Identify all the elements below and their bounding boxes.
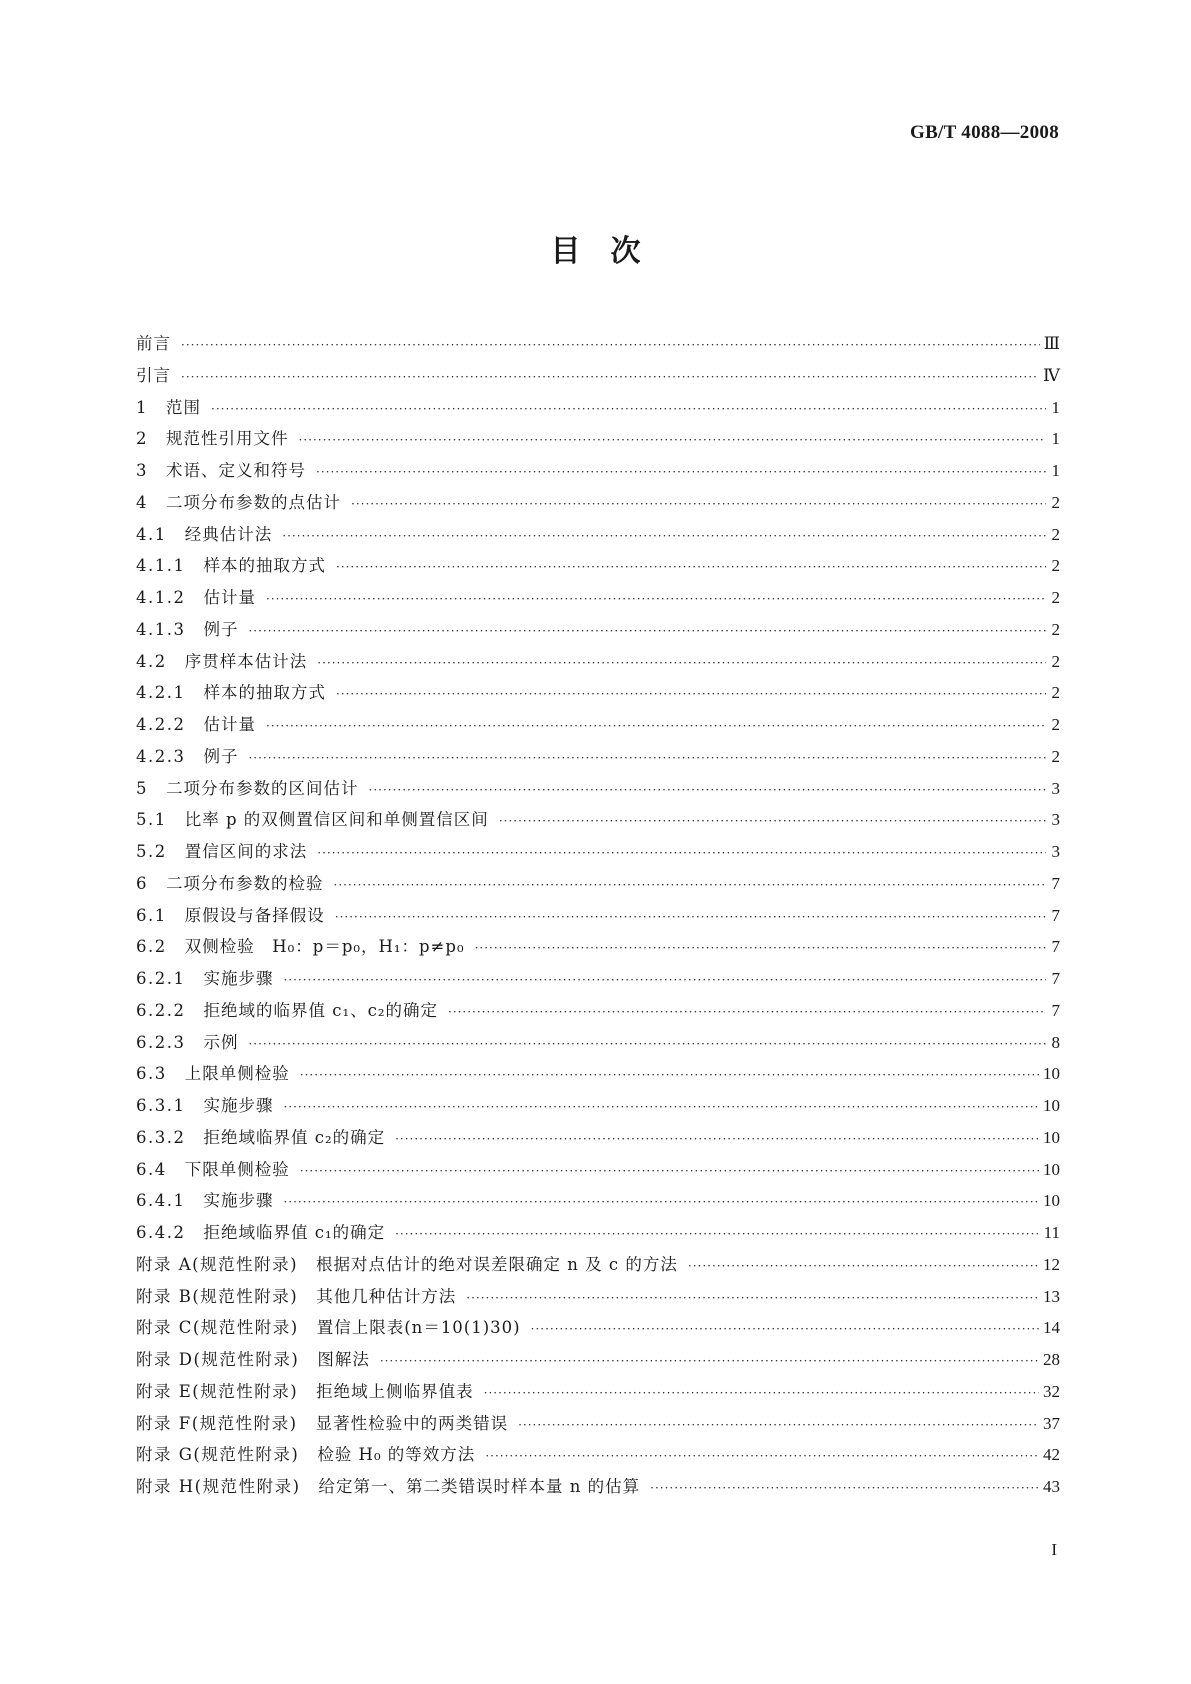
toc-entry-title: 例子 [203, 619, 239, 639]
toc-leader-dots [211, 394, 1046, 426]
toc-entry-page: 3 [1051, 842, 1060, 861]
toc-entry-number: 附录 A(规范性附录) [136, 1254, 299, 1274]
toc-entry-title: 二项分布参数的区间估计 [166, 778, 359, 798]
toc-entry[interactable] [136, 614, 1060, 646]
toc-entry-page: 42 [1043, 1445, 1060, 1465]
toc-leader-dots [448, 997, 1046, 1029]
toc-entry-number: 2 [136, 429, 148, 449]
toc-entry-page: 2 [1051, 492, 1060, 512]
toc-entry-title: 估计量 [203, 715, 256, 734]
toc-entry-number: 4.2.2 [136, 715, 186, 734]
toc-entry-title: 样本的抽取方式 [203, 683, 326, 703]
toc-leader-dots [181, 362, 1039, 394]
toc-entry-number: 附录 D(规范性附录) [136, 1350, 300, 1369]
toc-entry-number: 4.2.3 [136, 746, 186, 766]
toc-entry-title: 拒绝域临界值 c₁的确定 [203, 1223, 386, 1242]
toc-entry[interactable] [136, 804, 1060, 836]
toc-entry-page: 43 [1043, 1477, 1060, 1496]
toc-leader-dots [518, 1410, 1039, 1442]
toc-entry-page: 3 [1051, 778, 1060, 798]
toc-entry-page: 11 [1043, 1223, 1060, 1242]
toc-list [136, 328, 1060, 1503]
toc-entry[interactable] [136, 1408, 1060, 1440]
toc-entry[interactable] [136, 868, 1060, 900]
toc-leader-dots [317, 648, 1046, 680]
toc-entry-title: 序贯样本估计法 [184, 651, 308, 671]
toc-entry[interactable] [136, 931, 1060, 963]
toc-entry-title: 二项分布参数的检验 [166, 873, 324, 893]
toc-entry[interactable] [136, 1344, 1060, 1376]
toc-entry[interactable] [136, 963, 1060, 995]
toc-entry-title: 原假设与备择假设 [184, 905, 325, 925]
toc-entry-number: 6.2.2 [136, 1000, 186, 1020]
toc-entry[interactable] [136, 487, 1060, 519]
toc-entry-number: 附录 B(规范性附录) [136, 1286, 299, 1306]
toc-entry[interactable] [136, 1122, 1060, 1154]
toc-entry-title: 二项分布参数的点估计 [166, 492, 341, 512]
toc-entry[interactable] [136, 995, 1060, 1027]
toc-entry[interactable] [136, 1058, 1060, 1090]
toc-entry[interactable] [136, 677, 1060, 709]
toc-entry-page: 13 [1043, 1286, 1060, 1306]
toc-entry[interactable] [136, 1154, 1060, 1186]
toc-leader-dots [688, 1251, 1039, 1283]
toc-leader-dots [369, 775, 1047, 807]
toc-entry-number: 附录 E(规范性附录) [136, 1381, 299, 1401]
toc-entry-title: 规范性引用文件 [166, 429, 289, 449]
toc-entry-number: 4 [136, 492, 148, 512]
toc-entry-number: 6.3.1 [136, 1096, 186, 1115]
toc-entry-page: 2 [1051, 619, 1060, 639]
toc-leader-dots [475, 933, 1046, 965]
toc-entry-number: 附录 F(规范性附录) [136, 1413, 298, 1433]
toc-entry-number: 6.2.1 [136, 969, 186, 988]
toc-entry-number: 6.4.2 [136, 1223, 186, 1242]
toc-leader-dots [499, 806, 1046, 838]
toc-entry[interactable] [136, 582, 1060, 614]
toc-entry-page: 10 [1043, 1159, 1060, 1179]
toc-entry[interactable] [136, 1376, 1060, 1408]
toc-entry[interactable] [136, 519, 1060, 551]
toc-leader-dots [485, 1441, 1039, 1473]
toc-entry-title: 显著性检验中的两类错误 [315, 1413, 509, 1433]
toc-entry-title: 前言 [136, 334, 171, 353]
toc-leader-dots [484, 1378, 1039, 1410]
toc-leader-dots [395, 1219, 1040, 1251]
toc-entry-title: 实施步骤 [203, 1191, 274, 1211]
toc-entry-title: 检验 H₀ 的等效方法 [317, 1445, 476, 1465]
toc-entry-number: 6.2.3 [136, 1032, 186, 1052]
toc-entry-number: 4.1.3 [136, 619, 186, 639]
toc-entry[interactable] [136, 1439, 1060, 1471]
toc-leader-dots [299, 425, 1047, 457]
toc-entry-title: 下限单侧检验 [184, 1159, 290, 1179]
toc-entry[interactable] [136, 1217, 1060, 1249]
toc-entry[interactable] [136, 423, 1060, 455]
toc-entry-page: Ⅳ [1043, 365, 1060, 385]
toc-leader-dots [316, 457, 1046, 489]
toc-entry-title: 样本的抽取方式 [203, 556, 326, 576]
toc-leader-dots [380, 1346, 1039, 1378]
standard-code: GB/T 4088—2008 [909, 122, 1059, 143]
toc-entry-page: 7 [1051, 905, 1060, 925]
toc-leader-dots [335, 902, 1046, 934]
toc-leader-dots [317, 838, 1046, 870]
toc-entry-page: 12 [1043, 1254, 1060, 1274]
toc-entry-page: 1 [1051, 397, 1060, 417]
toc-entry-title: 引言 [136, 365, 171, 385]
toc-leader-dots [300, 1156, 1039, 1188]
toc-entry-title: 上限单侧检验 [184, 1064, 290, 1084]
toc-entry-title: 置信区间的求法 [184, 842, 308, 861]
toc-entry[interactable] [136, 741, 1060, 773]
toc-entry[interactable] [136, 1185, 1060, 1217]
toc-entry[interactable] [136, 328, 1060, 360]
toc-entry-number: 4.2.1 [136, 683, 186, 703]
toc-entry-title: 其他几种估计方法 [316, 1286, 457, 1306]
toc-entry[interactable] [136, 455, 1060, 487]
toc-entry[interactable] [136, 1312, 1060, 1344]
toc-entry-page: 7 [1051, 1000, 1060, 1020]
toc-entry-page: Ⅲ [1043, 334, 1060, 353]
toc-entry-title: 根据对点估计的绝对误差限确定 n 及 c 的方法 [316, 1254, 678, 1274]
toc-entry[interactable] [136, 773, 1060, 805]
toc-leader-dots [282, 521, 1046, 553]
toc-entry-number: 5 [136, 778, 148, 798]
toc-entry-title: 置信上限表(n＝10(1)30) [316, 1318, 521, 1338]
toc-entry-number: 6.4.1 [136, 1191, 186, 1211]
page-number: I [1051, 1540, 1057, 1559]
toc-entry-number: 4.2 [136, 651, 167, 671]
toc-entry-number: 附录 G(规范性附录) [136, 1445, 300, 1465]
toc-entry-title: 实施步骤 [203, 1096, 274, 1115]
toc-entry-page: 10 [1043, 1127, 1060, 1147]
toc-entry-title: 示例 [203, 1032, 239, 1052]
toc-entry-page: 14 [1043, 1318, 1060, 1338]
toc-entry-number: 附录 C(规范性附录) [136, 1318, 299, 1338]
toc-leader-dots [336, 552, 1046, 584]
toc-entry[interactable] [136, 392, 1060, 424]
toc-entry-page: 7 [1051, 937, 1060, 957]
toc-entry-number: 4.1 [136, 524, 167, 544]
toc-entry-number: 6.3 [136, 1064, 167, 1084]
toc-entry-page: 7 [1051, 969, 1060, 988]
toc-entry[interactable] [136, 1027, 1060, 1059]
toc-leader-dots [283, 1187, 1039, 1219]
toc-entry-title: 给定第一、第二类错误时样本量 n 的估算 [318, 1477, 641, 1496]
toc-entry-title: 拒绝域上侧临界值表 [316, 1381, 474, 1401]
toc-entry-number: 6.2 [136, 937, 167, 957]
toc-entry[interactable] [136, 1249, 1060, 1281]
toc-entry-page: 2 [1051, 715, 1060, 734]
toc-leader-dots [650, 1473, 1039, 1505]
toc-entry-page: 1 [1051, 461, 1060, 480]
toc-leader-dots [351, 489, 1046, 521]
toc-entry-number: 5.1 [136, 810, 167, 830]
toc-entry-page: 2 [1051, 524, 1060, 544]
toc-entry-title: 图解法 [317, 1350, 370, 1369]
toc-entry-number: 1 [136, 397, 148, 417]
toc-entry[interactable] [136, 550, 1060, 582]
toc-entry-number: 6 [136, 873, 148, 893]
toc-entry-title: 比率 p 的双侧置信区间和单侧置信区间 [184, 810, 489, 830]
toc-entry-page: 7 [1051, 873, 1060, 893]
toc-entry[interactable] [136, 360, 1060, 392]
toc-entry-page: 3 [1051, 810, 1060, 830]
toc-entry-page: 1 [1051, 429, 1060, 449]
toc-entry-title: 经典估计法 [184, 524, 273, 544]
toc-entry-page: 8 [1051, 1032, 1060, 1052]
toc-entry[interactable] [136, 836, 1060, 868]
toc-entry-number: 6.4 [136, 1159, 167, 1179]
toc-entry[interactable] [136, 646, 1060, 678]
toc-entry-number: 5.2 [136, 842, 167, 861]
toc-leader-dots [248, 616, 1046, 648]
toc-entry-page: 2 [1051, 556, 1060, 576]
toc-entry-page: 32 [1043, 1381, 1060, 1401]
toc-leader-dots [266, 584, 1046, 616]
toc-entry-title: 估计量 [203, 588, 256, 607]
toc-leader-dots [248, 1029, 1046, 1061]
toc-entry-number: 附录 H(规范性附录) [136, 1477, 301, 1496]
toc-entry-title: 拒绝域的临界值 c₁、c₂的确定 [203, 1000, 438, 1020]
toc-entry[interactable] [136, 1281, 1060, 1313]
toc-entry-page: 2 [1051, 746, 1060, 766]
toc-entry-page: 10 [1043, 1191, 1060, 1211]
toc-entry-page: 10 [1043, 1064, 1060, 1084]
toc-entry-title: 例子 [203, 746, 239, 766]
toc-entry-title: 实施步骤 [203, 969, 274, 988]
toc-entry[interactable] [136, 1090, 1060, 1122]
toc-leader-dots [300, 1060, 1039, 1092]
toc-leader-dots [248, 743, 1046, 775]
toc-entry-number: 6.3.2 [136, 1127, 186, 1147]
toc-entry-page: 37 [1043, 1413, 1060, 1433]
toc-leader-dots [283, 1092, 1039, 1124]
toc-entry-number: 4.1.2 [136, 588, 186, 607]
toc-leader-dots [181, 330, 1040, 362]
toc-entry-page: 10 [1043, 1096, 1060, 1115]
toc-title: 目 次 [550, 234, 641, 269]
toc-leader-dots [395, 1124, 1039, 1156]
toc-entry-title: 双侧检验 H₀：p＝p₀，H₁：p≠p₀ [184, 937, 465, 957]
toc-leader-dots [266, 711, 1046, 743]
toc-entry-title: 术语、定义和符号 [166, 461, 306, 480]
toc-leader-dots [336, 679, 1046, 711]
toc-entry[interactable] [136, 1471, 1060, 1503]
toc-entry-number: 4.1.1 [136, 556, 186, 576]
toc-entry[interactable] [136, 900, 1060, 932]
toc-entry-page: 2 [1051, 651, 1060, 671]
toc-leader-dots [334, 870, 1047, 902]
toc-entry-page: 2 [1051, 683, 1060, 703]
toc-entry-page: 2 [1051, 588, 1060, 607]
toc-leader-dots [466, 1283, 1039, 1315]
toc-entry-page: 28 [1043, 1350, 1060, 1369]
toc-entry[interactable] [136, 709, 1060, 741]
toc-entry-title: 范围 [166, 397, 201, 417]
toc-entry-number: 6.1 [136, 905, 167, 925]
toc-leader-dots [531, 1314, 1039, 1346]
toc-leader-dots [283, 965, 1046, 997]
toc-entry-number: 3 [136, 461, 148, 480]
toc-entry-title: 拒绝域临界值 c₂的确定 [203, 1127, 386, 1147]
